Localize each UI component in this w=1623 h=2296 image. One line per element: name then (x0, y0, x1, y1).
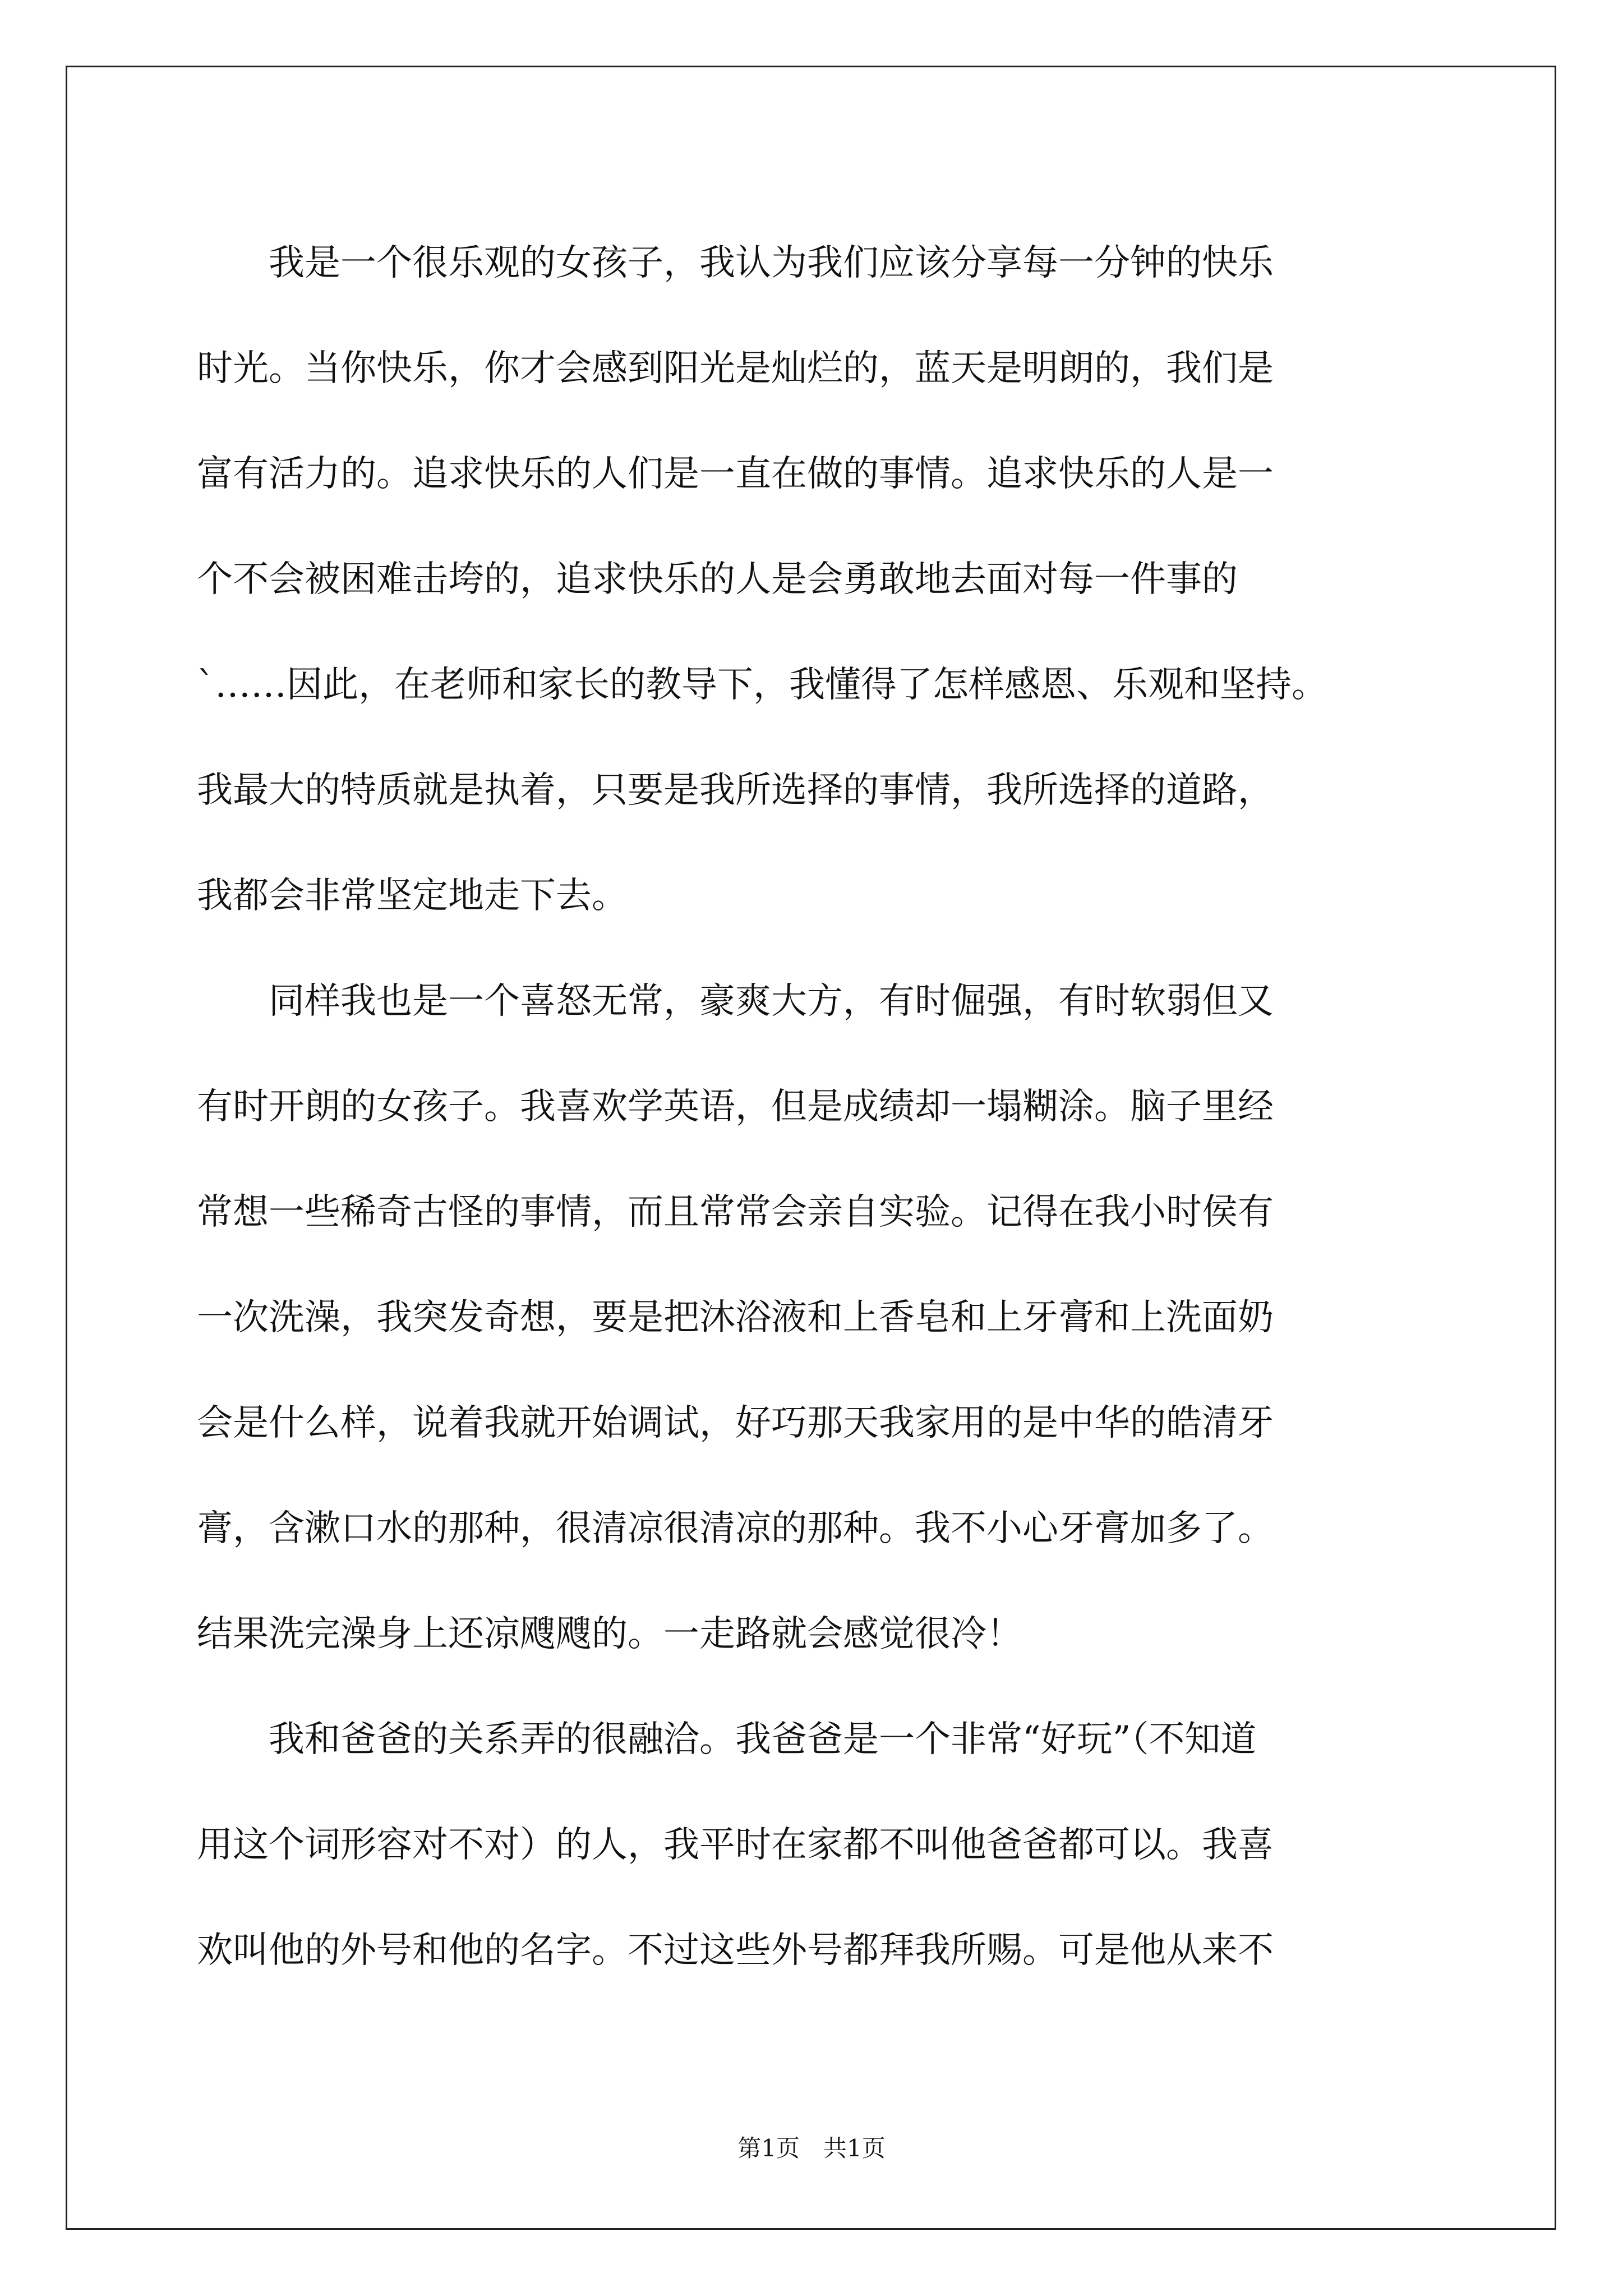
text-line: 个不会被困难击垮的，追求快乐的人是会勇敢地去面对每一件事的 (197, 559, 1238, 600)
text-line: 常想一些稀奇古怪的事情，而且常常会亲自实验。记得在我小时侯有 (197, 1191, 1274, 1233)
page-footer (0, 2132, 1623, 2165)
document-body (197, 210, 1421, 2003)
text-line: 我最大的特质就是执着，只要是我所选择的事情，我所选择的道路， (197, 770, 1274, 811)
text-line: 结果洗完澡身上还凉飕飕的。一走路就会感觉很冷！ (197, 1613, 1022, 1655)
text-line: 会是什么样，说着我就开始调试，好巧那天我家用的是中华的皓清牙 (197, 1402, 1274, 1444)
text-line: 欢叫他的外号和他的名字。不过这些外号都拜我所赐。可是他从来不 (197, 1930, 1274, 1971)
text-line: 我是一个很乐观的女孩子，我认为我们应该分享每一分钟的快乐 (197, 242, 1274, 284)
text-line: `……因此，在老师和家长的教导下，我懂得了怎样感恩、乐观和坚持。 (197, 664, 1327, 706)
text-line: 时光。当你快乐，你才会感到阳光是灿烂的，蓝天是明朗的，我们是 (197, 348, 1274, 389)
text-line: 一次洗澡，我突发奇想，要是把沐浴液和上香皂和上牙膏和上洗面奶 (197, 1297, 1274, 1338)
text-line: 膏，含漱口水的那种，很清凉很清凉的那种。我不小心牙膏加多了。 (197, 1508, 1274, 1549)
text-line: 同样我也是一个喜怒无常，豪爽大方，有时倔强，有时软弱但又 (197, 981, 1274, 1022)
text-line: 用这个词形容对不对）的人，我平时在家都不叫他爸爸都可以。我喜 (197, 1824, 1274, 1866)
text-line: 我和爸爸的关系弄的很融洽。我爸爸是一个非常“好玩”（不知道 (197, 1719, 1257, 1760)
page-number: 第1页 共1页 (737, 2134, 886, 2162)
text-line: 富有活力的。追求快乐的人们是一直在做的事情。追求快乐的人是一 (197, 453, 1274, 495)
text-line: 我都会非常坚定地走下去。 (197, 875, 628, 917)
text-line: 有时开朗的女孩子。我喜欢学英语，但是成绩却一塌糊涂。脑子里经 (197, 1086, 1274, 1128)
